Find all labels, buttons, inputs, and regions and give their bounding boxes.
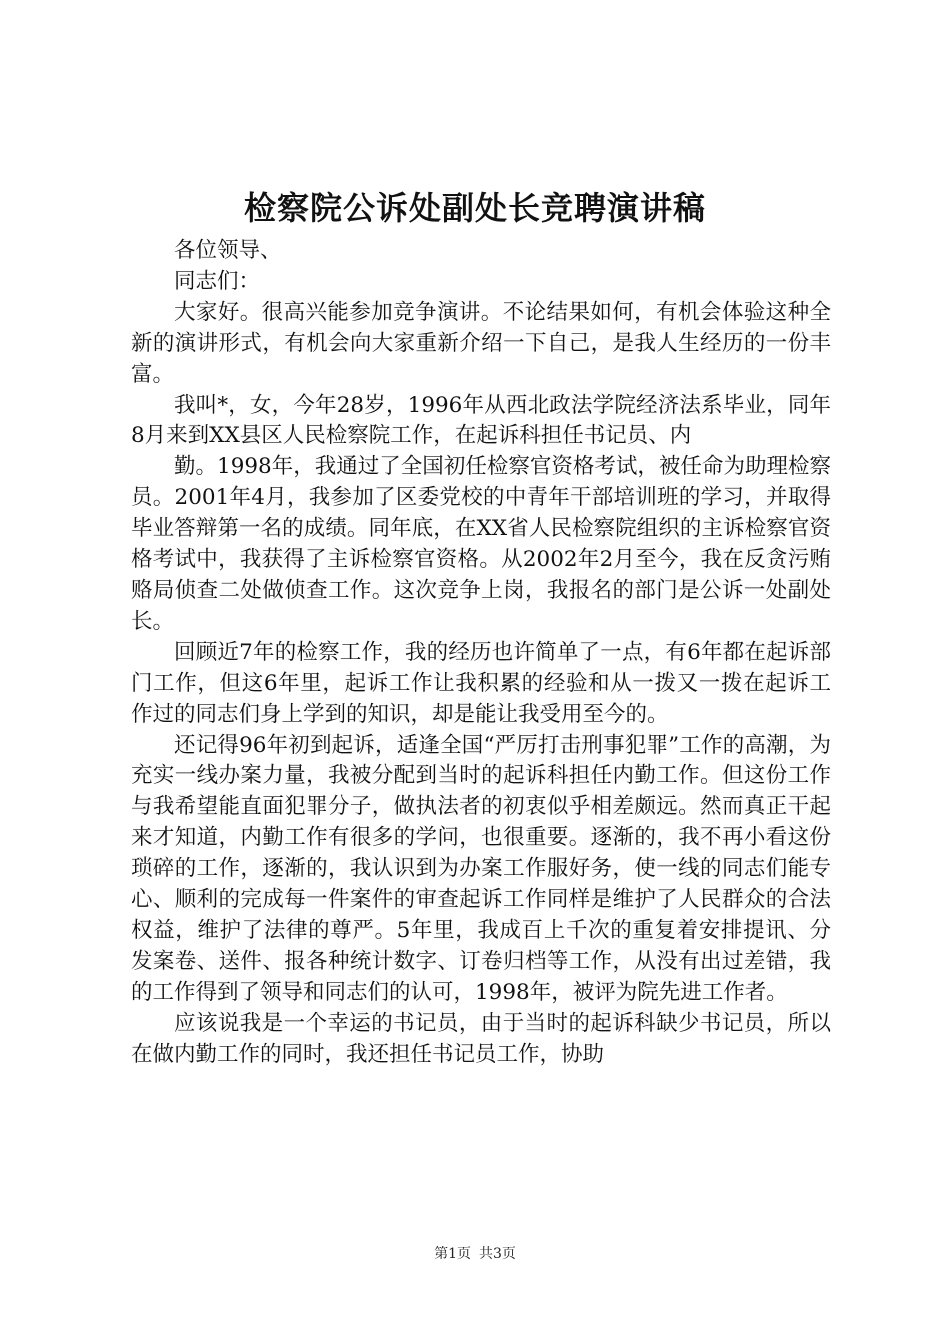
- document-body: [131, 236, 831, 1070]
- greeting-line: 同志们：: [174, 268, 261, 294]
- paragraph: 回顾近7年的检察工作，我的经历也许简单了一点，有6年都在起诉部门工作，但这6年里，起诉工作让我积累的经验和从一拨又一拨在起诉工作过的同志们身上学到的知识，却是能让我受用至今的。: [131, 639, 831, 727]
- document-title: 检察院公诉处副处长竞聘演讲稿: [243, 189, 706, 227]
- page-total: 共3页: [479, 1246, 516, 1262]
- paragraph: 大家好。很高兴能参加竞争演讲。不论结果如何，有机会体验这种全新的演讲形式，有机会向大家重新介绍一下自己，是我人生经历的一份丰富。: [131, 299, 831, 387]
- paragraph: 应该说我是一个幸运的书记员，由于当时的起诉科缺少书记员，所以在做内勤工作的同时，我还担任书记员工作，协助: [131, 1010, 831, 1067]
- paragraph: 勤。1998年，我通过了全国初任检察官资格考试，被任命为助理检察员。2001年4月，我参加了区委党校的中青年干部培训班的学习，并取得毕业答辩第一名的成绩。同年底，在XX省人民检察院组织的主诉检察官资格考试中，我获得了主诉检察官资格。从2002年2月至今，我在反贪污贿赂局侦查二处做侦查工作。这次竞争上岗，我报名的部门是公诉一处副处长。: [131, 454, 831, 634]
- paragraph: 还记得96年初到起诉，适逢全国“严厉打击刑事犯罪”工作的高潮，为充实一线办案力量，我被分配到当时的起诉科担任内勤工作。但这份工作与我希望能直面犯罪分子，做执法者的初衷似乎相差颇远。然而真正干起来才知道，内勤工作有很多的学问，也很重要。逐渐的，我不再小看这份琐碎的工作，逐渐的，我认识到为办案工作服好务，使一线的同志们能专心、顺利的完成每一件案件的审查起诉工作同样是维护了人民群众的合法权益，维护了法律的尊严。5年里，我成百上千次的重复着安排提讯、分发案卷、送件、报各种统计数字、订卷归档等工作，从没有出过差错，我的工作得到了领导和同志们的认可，1998年，被评为院先进工作者。: [131, 732, 831, 1005]
- page-footer: [0, 1244, 950, 1264]
- paragraph: 我叫*，女，今年28岁，1996年从西北政法学院经济法系毕业，同年8月来到XX县区人民检察院工作，在起诉科担任书记员、内: [131, 392, 831, 449]
- greeting-line: 各位领导、: [174, 238, 282, 263]
- page-number: 第1页: [434, 1246, 471, 1262]
